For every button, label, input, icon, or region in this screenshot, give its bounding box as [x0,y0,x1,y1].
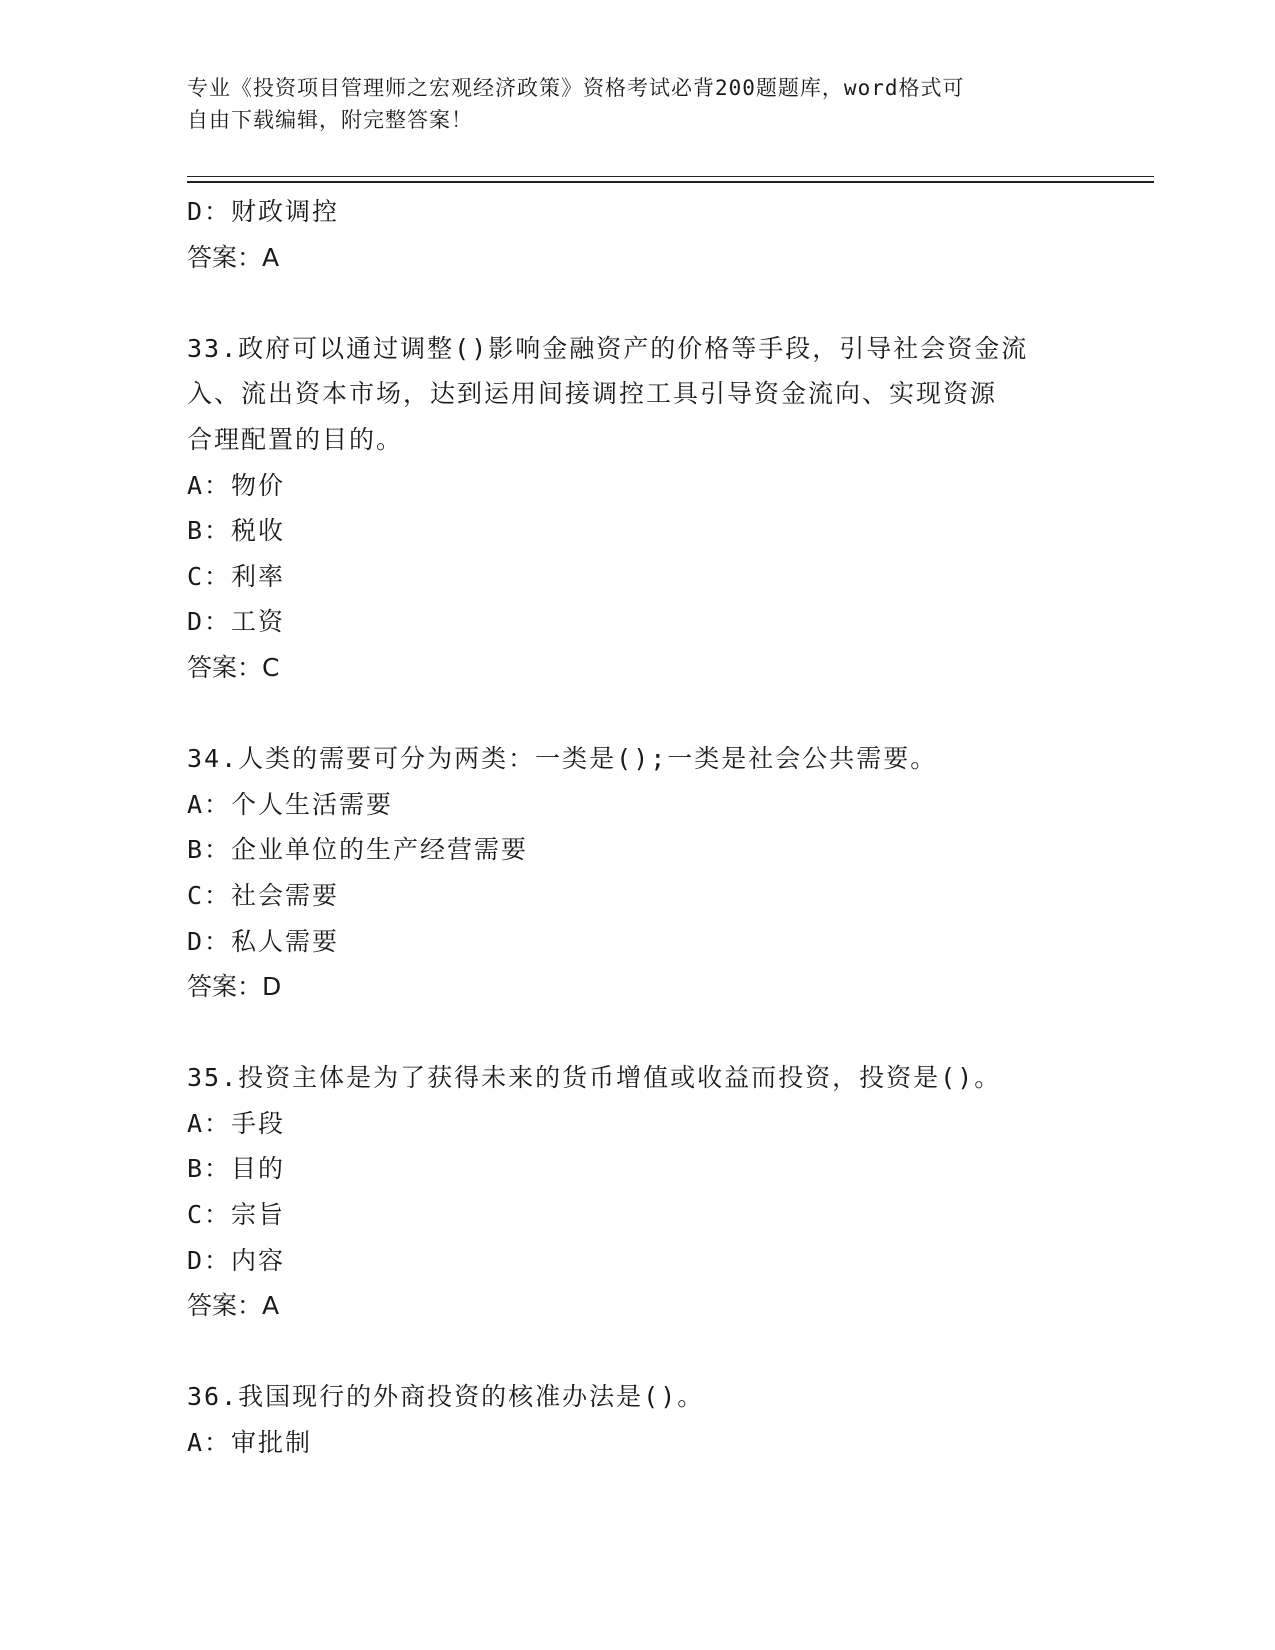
question-stem-line: 入、流出资本市场，达到运用间接调控工具引导资金流向、实现资源 [187,379,998,409]
option-a: A：物价 [187,470,286,500]
header-line-1: 专业《投资项目管理师之宏观经济政策》资格考试必背200题题库，word格式可 [187,76,965,100]
spacer [187,1010,1087,1056]
question-content [187,189,1087,1466]
question-stem-line: 35.投资主体是为了获得未来的货币增值或收益而投资，投资是()。 [187,1063,1002,1093]
spacer [187,280,1087,326]
previous-question-fragment [187,189,1087,280]
option-c: C：利率 [187,561,286,591]
option-a: A：个人生活需要 [187,789,394,819]
question-stem-line: 34.人类的需要可分为两类：一类是();一类是社会公共需要。 [187,744,938,774]
spacer [187,1329,1087,1375]
option-c: C：宗旨 [187,1200,286,1230]
option-d: D：财政调控 [187,197,340,226]
option-b: B：目的 [187,1154,286,1184]
answer-line: 答案：D [187,972,282,1002]
answer-line: 答案：A [187,1291,280,1321]
answer-line: 答案：C [187,652,280,682]
header-line-2: 自由下载编辑，附完整答案！ [187,108,473,132]
option-a: A：手段 [187,1108,286,1138]
answer-line: 答案：A [187,242,280,272]
question-35 [187,1055,1087,1329]
option-b: B：企业单位的生产经营需要 [187,835,529,865]
option-d: D：私人需要 [187,926,340,956]
question-stem-line: 33.政府可以通过调整()影响金融资产的价格等手段，引导社会资金流 [187,333,1029,363]
option-c: C：社会需要 [187,880,340,910]
option-d: D：工资 [187,607,286,637]
question-36 [187,1374,1087,1465]
question-34 [187,736,1087,1010]
question-33 [187,326,1087,691]
document-header [187,72,1087,136]
header-rule-thin [187,176,1154,177]
option-b: B：税收 [187,516,286,546]
spacer [187,691,1087,737]
option-d: D：内容 [187,1245,286,1275]
option-a: A：审批制 [187,1428,313,1458]
question-stem-line: 36.我国现行的外商投资的核准办法是()。 [187,1382,705,1412]
question-stem-line: 合理配置的目的。 [187,424,404,454]
header-rule-thick [187,181,1154,183]
